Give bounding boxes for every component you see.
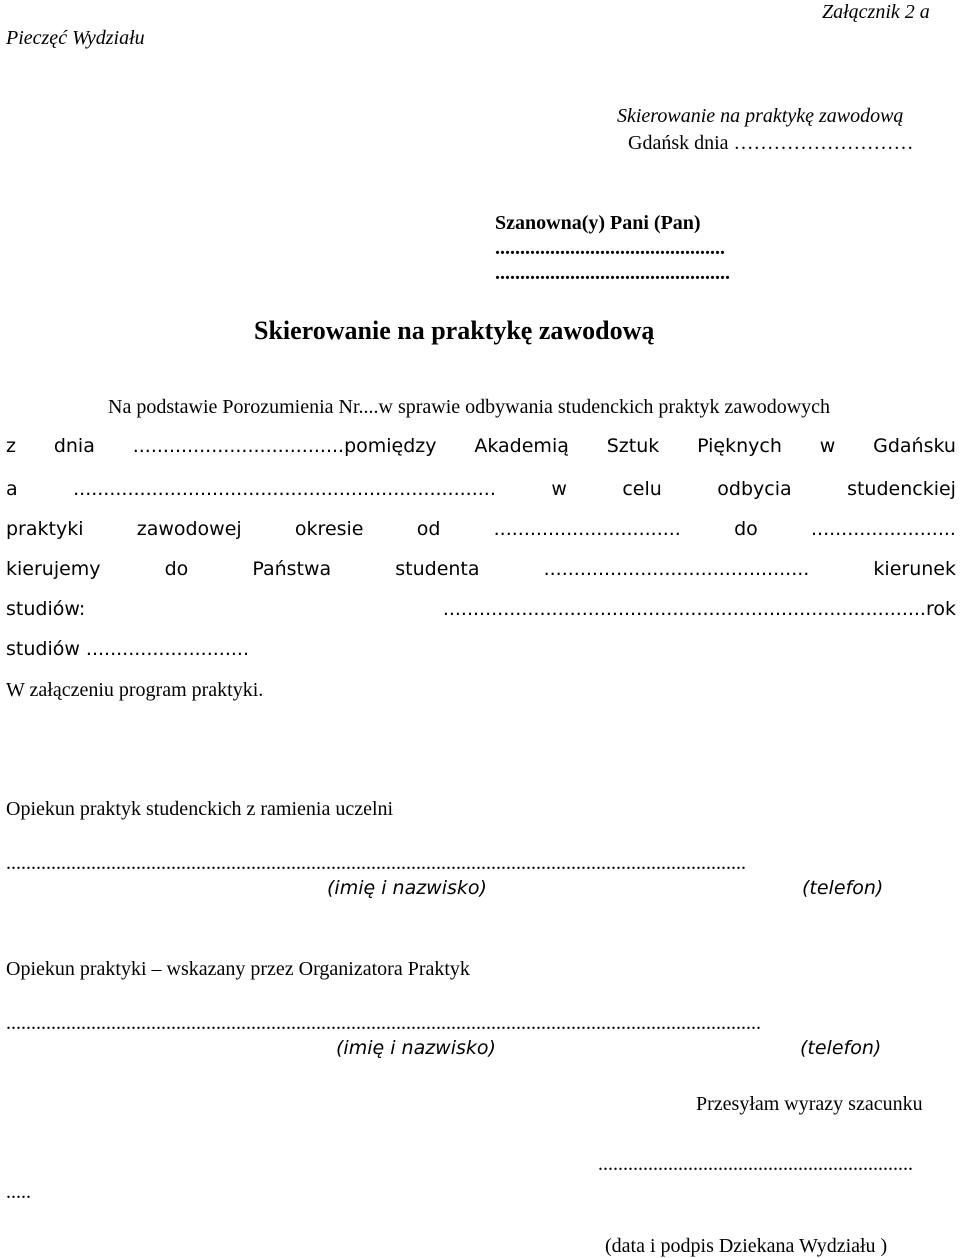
left-dots: .....: [6, 1181, 31, 1203]
body-line-7: studiów ...........................: [6, 638, 250, 660]
closing-regards: Przesyłam wyrazy szacunku: [696, 1093, 923, 1115]
city-date: Gdańsk dnia ………………………: [628, 132, 914, 154]
organizer-supervisor-label: Opiekun praktyki – wskazany przez Organizatora Praktyk: [6, 958, 470, 980]
organizer-supervisor-dots: .......................................................................................................................................................: [6, 1013, 761, 1033]
body-line-6: studiów: ................................................................................rok: [6, 598, 956, 620]
university-supervisor-label: Opiekun praktyk studenckich z ramienia uczelni: [6, 798, 394, 820]
salutation: Szanowna(y) Pani (Pan): [495, 212, 701, 234]
body-line-4: praktyki zawodowej okresie od ............................... do ........................: [6, 518, 956, 540]
body-line-5: kierujemy do Państwa studenta ............................................ kierunek: [6, 558, 956, 580]
signature-caption: (data i podpis Dziekana Wydziału ): [605, 1235, 888, 1257]
annex-label: Załącznik 2 a: [822, 1, 930, 23]
organizer-supervisor-name-caption: (imię i nazwisko): [336, 1037, 496, 1059]
stamp-label: Pieczęć Wydziału: [6, 27, 145, 49]
organizer-supervisor-phone-caption: (telefon): [800, 1037, 882, 1059]
addressee-line-2: ...............................................: [495, 262, 730, 284]
university-supervisor-phone-caption: (telefon): [802, 877, 884, 899]
university-supervisor-dots: ....................................................................................................................................................: [6, 853, 746, 873]
document-title: Skierowanie na praktykę zawodową: [254, 316, 655, 345]
university-supervisor-name-caption: (imię i nazwisko): [327, 877, 487, 899]
attachment-note: W załączeniu program praktyki.: [6, 679, 264, 701]
addressee-line-1: ..............................................: [495, 237, 725, 259]
signature-dots: ...............................................................: [598, 1153, 913, 1175]
doc-type-label: Skierowanie na praktykę zawodową: [617, 105, 904, 127]
body-line-1: Na podstawie Porozumienia Nr....w sprawie odbywania studenckich praktyk zawodowych: [108, 396, 831, 418]
body-line-3: a ...................................................................... w celu odbycia studenckiej: [6, 478, 956, 500]
body-line-2: z dnia ...................................pomiędzy Akademią Sztuk Pięknych w Gdańsku: [6, 435, 956, 457]
